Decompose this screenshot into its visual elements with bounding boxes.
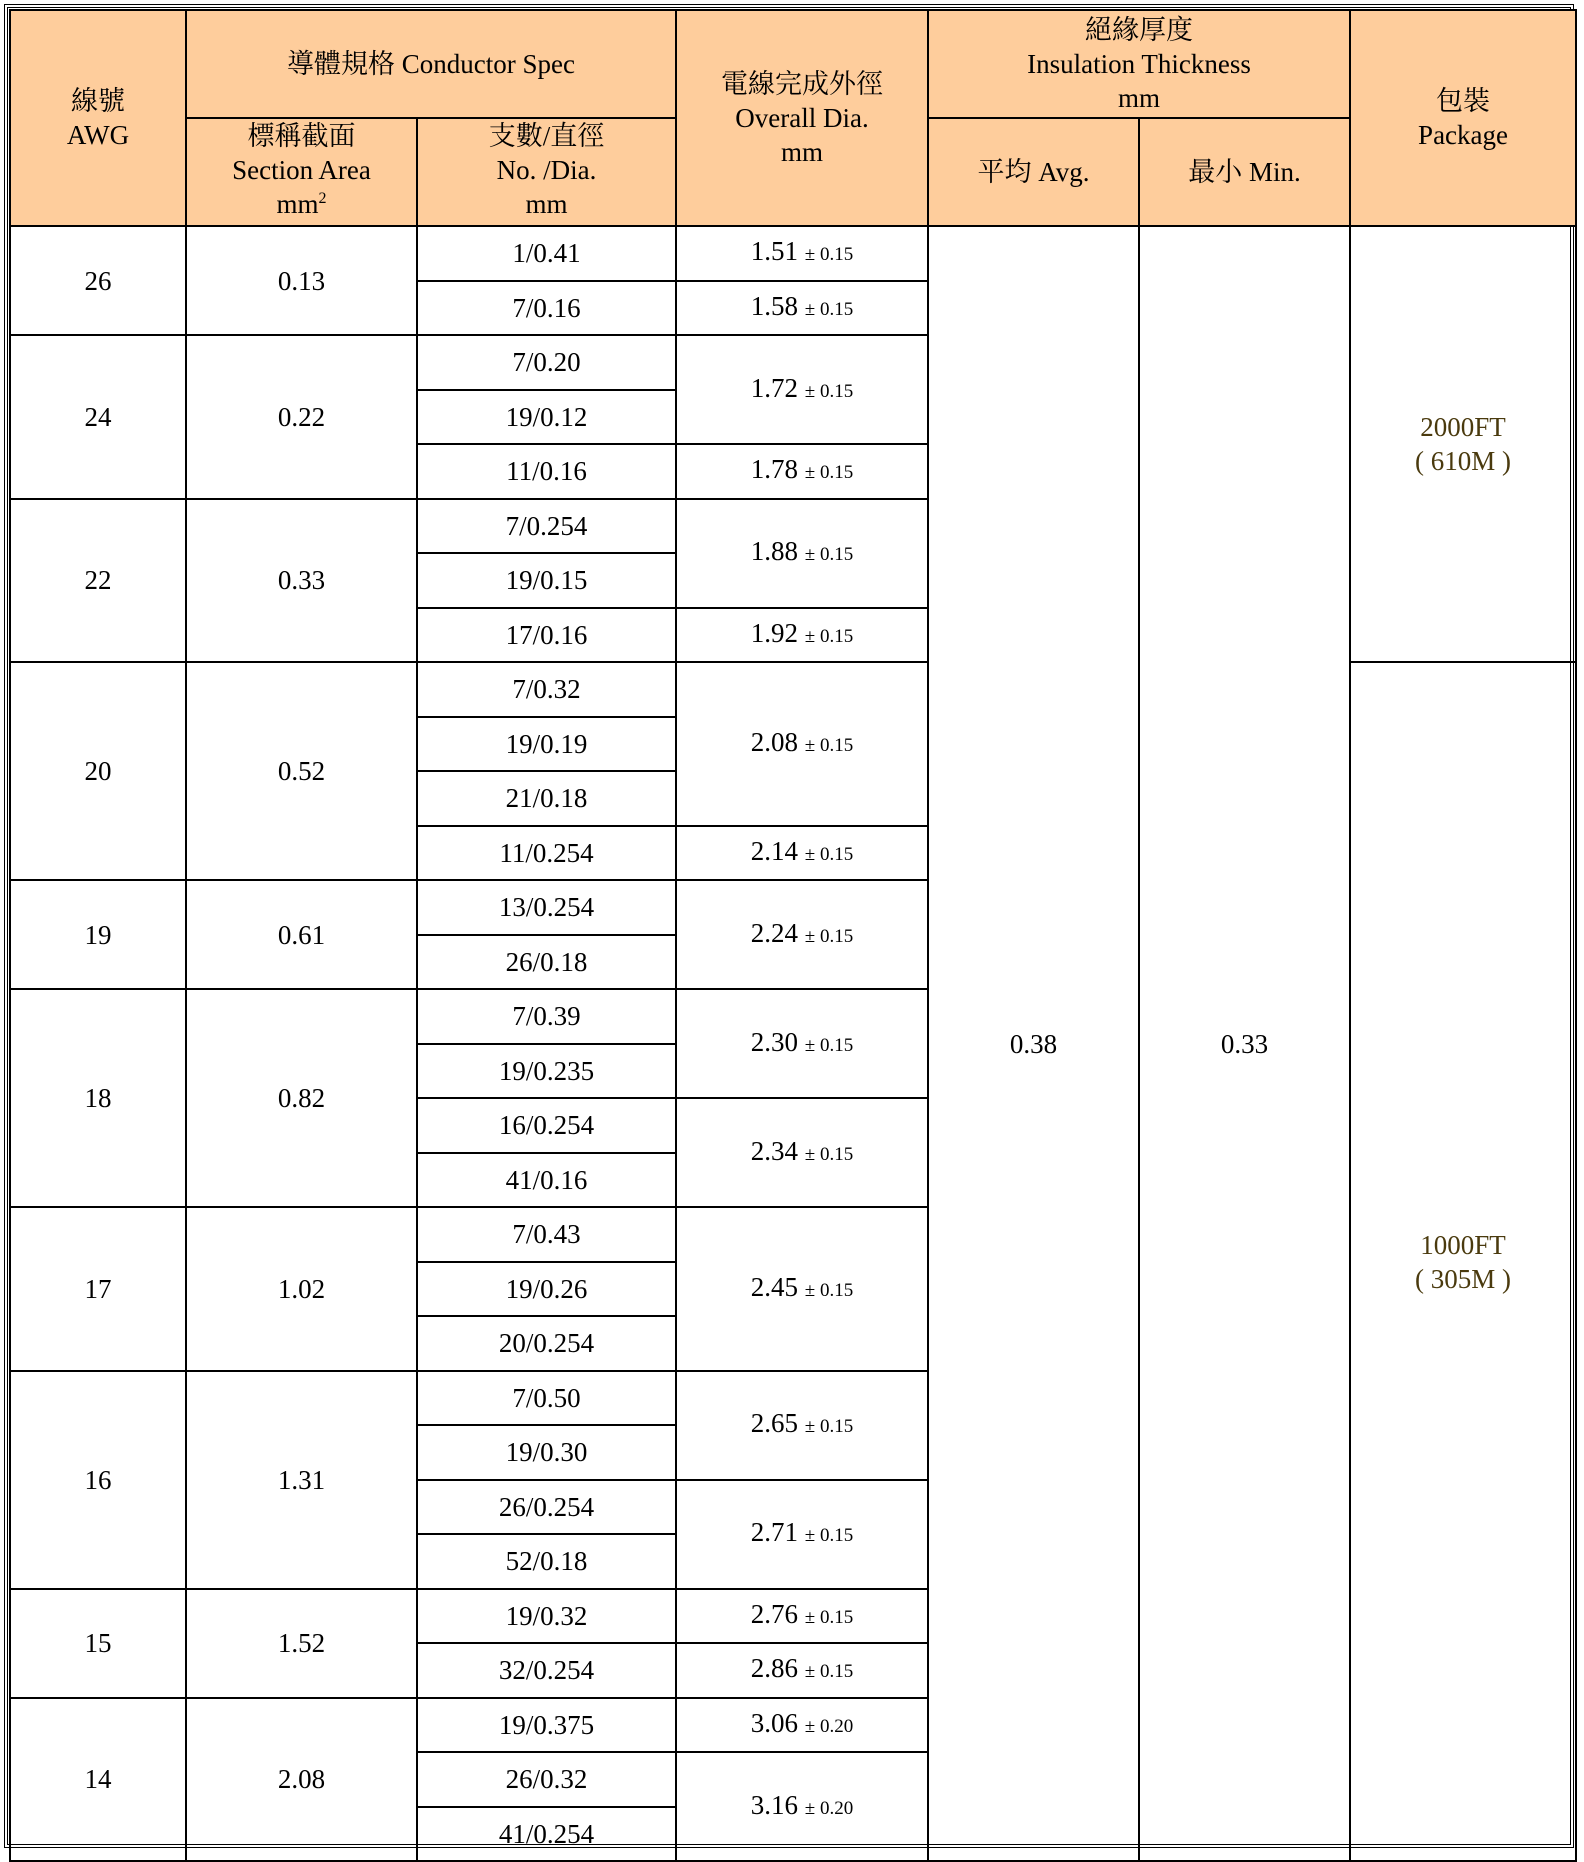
strand-cell — [417, 1698, 676, 1753]
tolerance-value: ± 0.15 — [804, 1661, 854, 1683]
strand-value: 19/0.12 — [505, 401, 588, 432]
overall-dia-cell — [676, 826, 928, 881]
overall-dia-cell — [676, 989, 928, 1098]
section-area-cell — [186, 335, 417, 499]
strand-value: 19/0.15 — [505, 565, 588, 596]
section-area-value: 1.02 — [277, 1273, 326, 1304]
awg-value: 15 — [84, 1628, 112, 1658]
strand-value: 21/0.18 — [505, 783, 588, 814]
strand-value: 41/0.254 — [498, 1818, 595, 1849]
strand-cell — [417, 1643, 676, 1698]
header-package: 包裝 Package — [1350, 10, 1576, 226]
overall-dia-cell — [676, 1752, 928, 1861]
section-area-cell — [186, 989, 417, 1207]
overall-dia-cell — [676, 662, 928, 826]
overall-dia-cell — [676, 1698, 928, 1753]
tolerance-value: ± 0.15 — [804, 1279, 854, 1301]
tolerance-value: ± 0.15 — [804, 925, 854, 947]
section-area-value: 1.52 — [277, 1628, 326, 1658]
strand-value: 11/0.254 — [499, 837, 594, 868]
strand-value: 7/0.50 — [512, 1382, 581, 1413]
overall-dia-value: 2.24 — [750, 917, 799, 948]
tolerance-value: ± 0.15 — [804, 1416, 854, 1437]
awg-value: 18 — [84, 1083, 112, 1113]
overall-dia-cell — [676, 226, 928, 281]
strand-cell — [417, 1807, 676, 1862]
strand-cell — [417, 717, 676, 772]
awg-cell — [10, 1589, 186, 1698]
strand-cell — [417, 226, 676, 281]
awg-cell — [10, 989, 186, 1207]
overall-dia-cell — [676, 1643, 928, 1698]
package-cell — [1350, 226, 1576, 662]
tolerance-value: ± 0.15 — [804, 1143, 854, 1165]
strand-cell — [417, 499, 676, 554]
section-area-cell — [186, 226, 417, 335]
strand-cell — [417, 1534, 676, 1589]
section-area-value: 0.61 — [277, 919, 326, 950]
overall-dia-cell — [676, 1589, 928, 1644]
strand-value: 26/0.18 — [505, 946, 588, 977]
overall-dia-value: 1.58 — [750, 290, 799, 321]
overall-dia-cell — [676, 335, 928, 444]
insulation-min-cell — [1139, 226, 1350, 1861]
strand-value: 41/0.16 — [505, 1164, 588, 1195]
overall-dia-value: 2.65 — [750, 1408, 799, 1438]
tolerance-value: ± 0.15 — [804, 544, 854, 565]
overall-dia-value: 1.88 — [750, 536, 799, 566]
strand-value: 7/0.254 — [505, 510, 588, 541]
awg-value: 24 — [84, 401, 112, 432]
awg-cell — [10, 662, 186, 880]
tolerance-value: ± 0.15 — [804, 1034, 854, 1056]
awg-value: 26 — [84, 265, 112, 296]
strand-cell — [417, 880, 676, 935]
section-area-value: 0.52 — [277, 756, 326, 786]
overall-dia-value: 1.51 — [750, 236, 799, 267]
tolerance-value: ± 0.15 — [804, 1606, 854, 1628]
overall-dia-value: 1.92 — [750, 617, 799, 648]
tolerance-value: ± 0.15 — [804, 380, 854, 402]
strand-cell — [417, 1480, 676, 1535]
section-area-value: 0.33 — [277, 565, 326, 596]
awg-value: 17 — [84, 1273, 112, 1304]
overall-dia-value: 2.34 — [750, 1135, 799, 1166]
awg-cell — [10, 226, 186, 335]
overall-dia-cell — [676, 608, 928, 663]
header-awg: 線號 AWG — [10, 10, 186, 226]
strand-value: 17/0.16 — [505, 619, 588, 650]
overall-dia-value: 1.78 — [750, 454, 799, 485]
tolerance-value: ± 0.15 — [804, 625, 854, 647]
overall-dia-value: 1.72 — [750, 372, 799, 403]
overall-dia-value: 2.08 — [750, 726, 799, 757]
header-avg: 平均 Avg. — [928, 118, 1139, 226]
overall-dia-value: 2.86 — [750, 1653, 799, 1684]
overall-dia-cell — [676, 1207, 928, 1371]
header-overall-dia: 電線完成外徑 Overall Dia. mm — [676, 10, 928, 226]
awg-cell — [10, 1371, 186, 1589]
overall-dia-cell — [676, 1371, 928, 1480]
strand-value: 26/0.254 — [498, 1491, 595, 1522]
awg-cell — [10, 1207, 186, 1371]
strand-cell — [417, 1153, 676, 1208]
overall-dia-cell — [676, 444, 928, 499]
strand-value: 7/0.32 — [512, 674, 581, 705]
tolerance-value: ± 0.15 — [804, 244, 854, 266]
strand-cell — [417, 662, 676, 717]
strand-cell — [417, 444, 676, 499]
strand-cell — [417, 335, 676, 390]
insulation-avg-value: 0.38 — [1009, 1028, 1058, 1059]
strand-value: 1/0.41 — [512, 238, 581, 269]
awg-cell — [10, 880, 186, 989]
tolerance-value: ± 0.15 — [804, 734, 854, 756]
strand-value: 19/0.19 — [505, 728, 588, 759]
strand-cell — [417, 826, 676, 881]
strand-value: 7/0.39 — [512, 1001, 581, 1032]
strand-value: 16/0.254 — [498, 1110, 595, 1141]
overall-dia-value: 2.71 — [750, 1517, 799, 1547]
strand-cell — [417, 935, 676, 990]
overall-dia-value: 2.45 — [750, 1271, 799, 1302]
strand-cell — [417, 1262, 676, 1317]
table-row — [10, 226, 1576, 281]
section-area-cell — [186, 880, 417, 989]
section-area-cell — [186, 499, 417, 663]
strand-value: 32/0.254 — [498, 1655, 595, 1686]
strand-value: 19/0.235 — [498, 1055, 595, 1086]
section-area-value: 0.13 — [277, 265, 326, 296]
strand-value: 19/0.30 — [505, 1437, 588, 1468]
overall-dia-value: 2.14 — [750, 835, 799, 866]
strand-cell — [417, 989, 676, 1044]
strand-value: 11/0.16 — [506, 456, 587, 487]
strand-value: 7/0.43 — [512, 1219, 581, 1250]
header-section-area: 標稱截面 Section Area $mm^2$ — [186, 118, 417, 226]
strand-value: 19/0.26 — [505, 1273, 588, 1304]
tolerance-value: ± 0.20 — [804, 1797, 854, 1819]
strand-cell — [417, 1316, 676, 1371]
overall-dia-cell — [676, 1480, 928, 1589]
strand-value: 19/0.375 — [498, 1709, 595, 1740]
tolerance-value: ± 0.15 — [804, 462, 854, 484]
overall-dia-value: 2.76 — [750, 1598, 799, 1629]
strand-value: 52/0.18 — [505, 1546, 588, 1577]
strand-value: 20/0.254 — [498, 1328, 595, 1359]
insulation-avg-cell — [928, 226, 1139, 1861]
strand-cell — [417, 771, 676, 826]
package-length-ft: 2000FT — [1420, 412, 1506, 442]
awg-cell — [10, 499, 186, 663]
awg-cell — [10, 335, 186, 499]
section-area-cell — [186, 1207, 417, 1371]
overall-dia-value: 3.06 — [750, 1707, 799, 1738]
section-area-cell — [186, 1371, 417, 1589]
package-length-m: ( 305M ) — [1415, 1263, 1512, 1294]
strand-cell — [417, 1752, 676, 1807]
strand-value: 7/0.16 — [512, 292, 581, 323]
awg-cell — [10, 1698, 186, 1862]
section-area-value: 1.31 — [277, 1464, 326, 1495]
awg-value: 19 — [84, 919, 112, 950]
strand-value: 26/0.32 — [505, 1764, 588, 1795]
section-area-cell — [186, 1589, 417, 1698]
tolerance-value: ± 0.15 — [804, 843, 854, 865]
strand-cell — [417, 1371, 676, 1426]
header-min: 最小 Min. — [1139, 118, 1350, 226]
section-area-cell — [186, 662, 417, 880]
insulation-min-value: 0.33 — [1220, 1028, 1269, 1059]
strand-value: 19/0.32 — [505, 1600, 588, 1631]
awg-value: 16 — [84, 1464, 112, 1495]
header-conductor-spec: 導體規格 Conductor Spec — [186, 10, 676, 118]
strand-value: 7/0.20 — [512, 347, 581, 378]
strand-cell — [417, 390, 676, 445]
strand-cell — [417, 1589, 676, 1644]
section-area-value: 0.22 — [277, 401, 326, 432]
tolerance-value: ± 0.20 — [804, 1715, 854, 1737]
strand-cell — [417, 281, 676, 336]
overall-dia-cell — [676, 499, 928, 608]
strand-cell — [417, 553, 676, 608]
tolerance-value: ± 0.15 — [804, 298, 854, 320]
awg-value: 14 — [84, 1764, 112, 1795]
section-area-value: 0.82 — [277, 1083, 326, 1113]
package-length-ft: 1000FT — [1420, 1229, 1506, 1260]
strand-cell — [417, 1425, 676, 1480]
section-area-cell — [186, 1698, 417, 1862]
strand-value: 13/0.254 — [498, 892, 595, 923]
overall-dia-cell — [676, 281, 928, 336]
awg-value: 22 — [84, 565, 112, 596]
overall-dia-value: 3.16 — [750, 1789, 799, 1820]
section-area-value: 2.08 — [277, 1764, 326, 1795]
strand-cell — [417, 608, 676, 663]
awg-value: 20 — [84, 756, 112, 786]
package-cell — [1350, 662, 1576, 1861]
header-no-dia: 支數/直徑 No. /Dia. mm — [417, 118, 676, 226]
overall-dia-cell — [676, 1098, 928, 1207]
wire-spec-table — [9, 9, 1577, 1862]
overall-dia-cell — [676, 880, 928, 989]
strand-cell — [417, 1098, 676, 1153]
tolerance-value: ± 0.15 — [804, 1525, 854, 1546]
package-length-m: ( 610M ) — [1415, 446, 1512, 476]
header-insulation-thickness: 絕緣厚度 Insulation Thickness mm — [928, 10, 1350, 118]
overall-dia-value: 2.30 — [750, 1026, 799, 1057]
strand-cell — [417, 1207, 676, 1262]
strand-cell — [417, 1044, 676, 1099]
